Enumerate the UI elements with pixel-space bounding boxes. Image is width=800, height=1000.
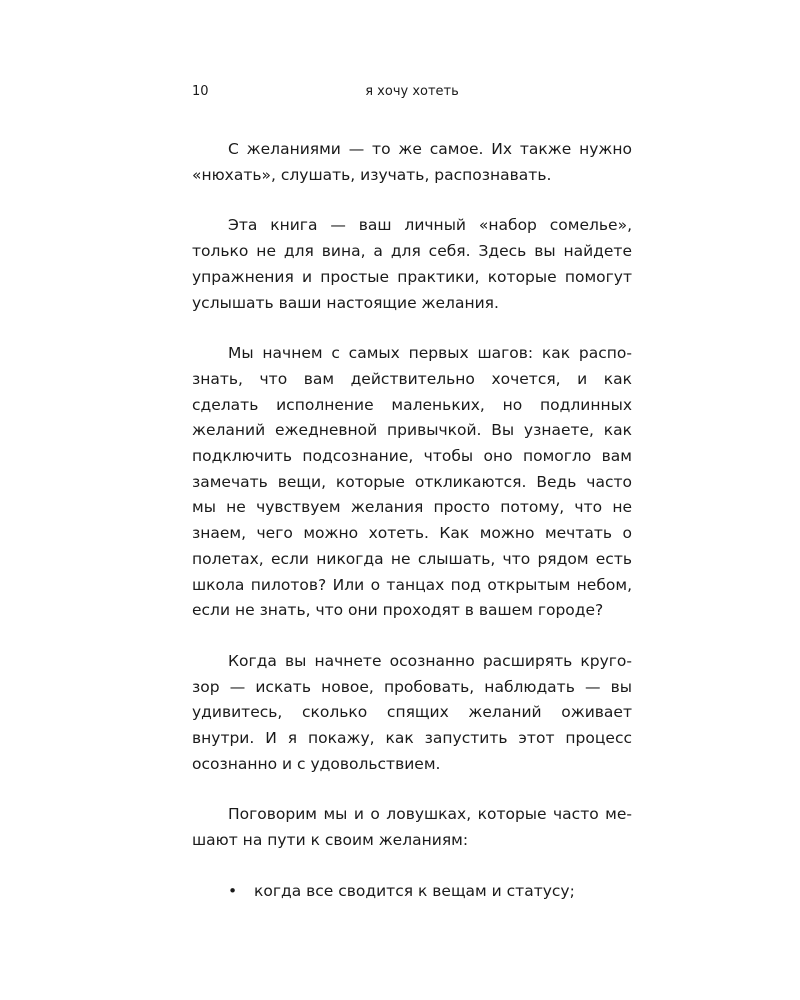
paragraph: С желаниями — то же самое. Их также нужно «нюхать», слушать, изучать, распознавать. [192, 140, 632, 184]
page-number: 10 [192, 84, 209, 99]
running-head [192, 82, 632, 102]
book-title: я хочу хотеть [365, 84, 459, 99]
bullet-dot: • [228, 881, 238, 900]
paragraph: Мы начнем с самых первых шагов: как распознать, что вам действительно хочется, и как сделать исполнение маленьких, но подлинных желаний ежедневной привычкой. Вы узнаете, как подключить подсознание, чтобы оно помогло вам замечать вещи, которые откликаются. Ведь часто мы не чувствуем желания просто потому, что не знаем, чего можно хотеть. Как можно мечтать о полетах, если никогда не слышать, что рядом есть школа пилотов? Или о танцах под открытым небом, если не знать, что они проходят в вашем городе? [192, 344, 632, 620]
list-item-text: когда все сводится к вещам и статусу; [254, 881, 575, 900]
paragraph: Поговорим мы и о ловушках, которые часто мешают на пути к своим желаниям: [192, 805, 632, 850]
paragraph: Эта книга — ваш личный «набор сомелье», только не для вина, а для себя. Здесь вы найдете упражнения и простые практики, которые помогут услышать ваши настоящие желания. [192, 216, 632, 312]
body-text [192, 137, 632, 905]
paragraph: Когда вы начнете осознанно расширять кругозор — искать новое, пробовать, наблюдать — вы удивитесь, сколько спящих желаний оживает внутри. И я покажу, как запустить этот процесс осознанно и с удовольствием. [192, 651, 632, 773]
bullet-list [192, 879, 632, 905]
list-item [192, 879, 632, 905]
